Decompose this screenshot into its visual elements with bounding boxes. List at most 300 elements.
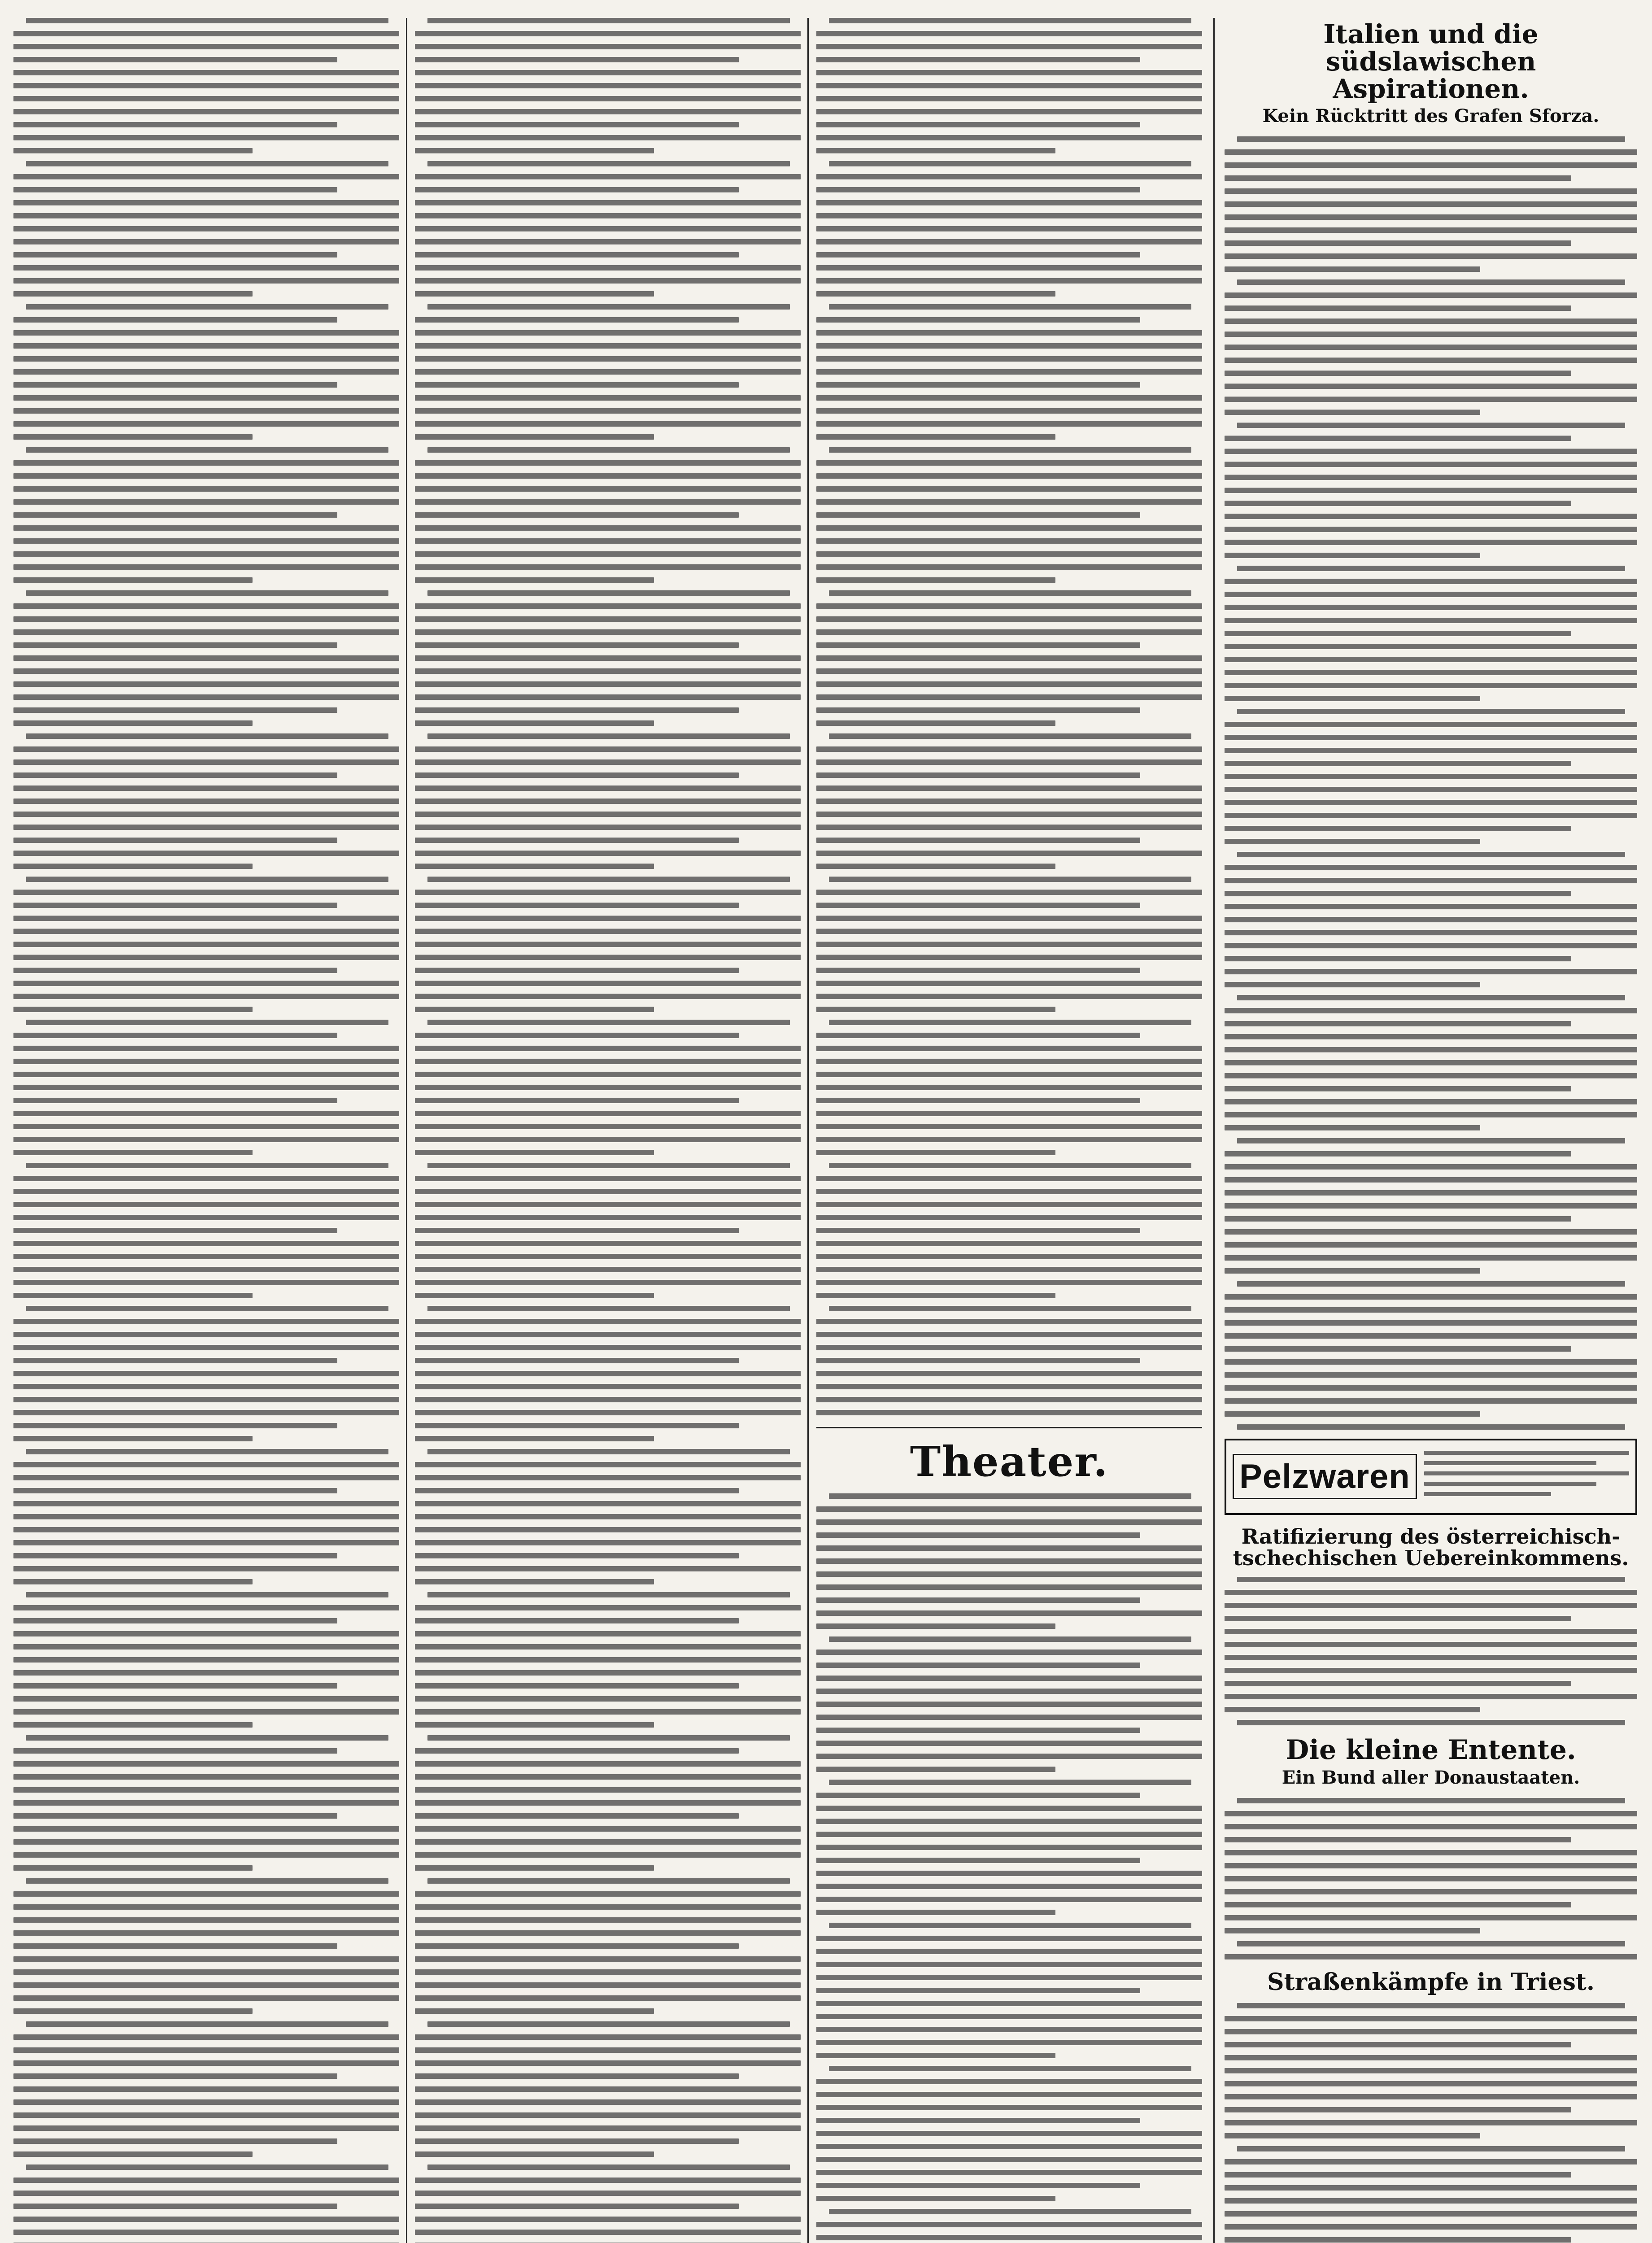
text-line [415,1540,801,1545]
text-line [415,655,801,661]
text-line [13,1644,399,1650]
text-line [13,1670,399,1676]
text-line [1225,1333,1637,1339]
text-line [13,1293,253,1298]
text-line [1225,1398,1637,1404]
text-line [415,1371,801,1376]
text-line [415,759,801,765]
text-line [1225,1359,1637,1365]
text-line [13,1332,399,1337]
text-line [1225,2094,1637,2099]
text-line [13,1137,399,1142]
text-line [1225,214,1637,220]
text-line [816,343,1202,349]
text-line [1225,1229,1637,1235]
text-line [13,1566,399,1571]
text-line [1225,2068,1637,2073]
text-line [26,1306,388,1311]
text-line [816,981,1202,986]
text-line [829,161,1191,166]
text-line [13,1241,399,1246]
text-line [415,1891,801,1897]
text-line [427,2021,790,2027]
text-line [1225,292,1637,298]
text-line [1225,1837,1571,1842]
text-line [13,356,399,362]
text-line [13,2151,253,2157]
text-line [816,785,1202,791]
text-line [816,746,1202,752]
text-line [26,18,388,23]
text-line [816,1371,1202,1376]
text-line [13,916,399,921]
text-line [816,1072,1202,1077]
text-line [13,473,399,479]
text-line [1225,826,1571,831]
text-line [816,2235,1202,2240]
text-line [415,668,801,674]
text-line [816,2131,1202,2136]
text-line [816,252,1140,257]
text-line [13,1722,253,1728]
text-line [1225,2224,1637,2230]
text-line [415,1241,801,1246]
entente-article-body [1225,1798,1637,1959]
text-line [1237,1138,1625,1143]
text-line [13,486,399,492]
text-line [816,994,1202,999]
text-line [816,1949,1202,1954]
headline-triest: Straßenkämpfe in Triest. [1267,1968,1595,1996]
text-line [13,1059,399,1064]
text-line [829,590,1191,596]
text-line [415,1501,801,1506]
text-line [415,1293,654,1298]
text-line [1225,1034,1637,1039]
text-line [13,942,399,947]
text-line [13,707,337,713]
newspaper-page [13,18,1637,2243]
text-line [1225,1707,1480,1712]
text-line [13,1839,399,1845]
text-line [13,1891,399,1897]
text-line [13,1930,399,1936]
text-line [816,1111,1202,1116]
text-line [415,70,801,75]
text-line [415,369,801,375]
text-line [415,31,801,36]
text-line [1237,995,1625,1000]
text-line [13,2099,399,2105]
text-line [816,1202,1202,1207]
text-line [13,1124,399,1129]
text-line [1225,1616,1571,1621]
text-line [816,1319,1202,1324]
text-line [816,1806,1202,1811]
text-line [816,1571,1202,1577]
italien-article-body [1225,136,1637,1430]
text-line [816,486,1202,492]
text-line [1237,279,1625,285]
text-line [816,903,1140,908]
text-line [13,213,399,218]
text-line [415,746,801,752]
text-line [1225,358,1637,363]
text-line [415,1683,739,1689]
text-line [13,577,253,583]
text-line [1225,1642,1637,1647]
text-line [1225,188,1637,194]
text-line [816,525,1202,531]
text-line [1225,1086,1571,1091]
text-line [829,1780,1191,1785]
text-line [13,564,399,570]
text-line [415,174,801,179]
fur-advertisement [1225,1439,1637,1515]
text-line [829,1163,1191,1168]
text-line [13,2112,399,2118]
text-line [415,2125,801,2131]
text-line [816,278,1202,284]
theater-heading: Theater. [910,1437,1109,1486]
text-line [13,2047,399,2053]
text-line [1225,2133,1480,2138]
text-line [13,1657,399,1663]
text-line [816,1293,1055,1298]
text-line [1225,1668,1637,1673]
text-line [415,903,739,908]
text-line [415,213,801,218]
text-line [816,421,1202,427]
text-line [13,1280,399,1285]
text-line [13,1709,399,1715]
text-line [1225,1008,1637,1013]
column-rule [807,18,809,2243]
text-line [13,772,337,778]
text-line [816,1176,1202,1181]
text-line [26,2021,388,2027]
text-line [816,812,1202,817]
text-line [816,1610,1202,1616]
text-line [816,538,1202,544]
text-line [816,239,1202,244]
text-line [816,1623,1055,1629]
text-line [26,1878,388,1884]
text-line [1225,462,1637,467]
text-line [415,96,801,101]
text-line [427,1163,790,1168]
text-line [816,1384,1202,1389]
subheadline-sforza: Kein Rücktritt des Grafen Sforza. [1262,105,1600,127]
text-line [415,330,801,336]
text-line [427,877,790,882]
text-line [415,434,654,440]
text-line [816,825,1202,830]
text-line [13,1397,399,1402]
text-line [415,1813,739,1819]
text-line [415,629,801,635]
text-line [816,1793,1140,1798]
text-line [13,1098,337,1103]
text-line [816,135,1202,140]
text-line [415,616,801,622]
text-line [427,733,790,739]
text-line [13,785,399,791]
text-line [13,1956,399,1962]
section-divider [816,1427,1202,1428]
text-line [13,1813,337,1819]
text-line [816,1267,1202,1272]
text-line [415,1319,801,1324]
text-line [816,1897,1202,1902]
text-line [816,2118,1140,2123]
text-line [13,2217,399,2222]
headline-kleine-entente: Die kleine Entente. [1286,1734,1576,1766]
text-line [816,1754,1202,1759]
text-line [1225,227,1637,233]
text-line [816,1124,1202,1129]
text-line [1225,579,1637,584]
text-line [13,2230,399,2235]
theater-article-body [816,1493,1202,2240]
text-line [415,1124,801,1129]
text-line [415,226,801,231]
text-line [13,434,253,440]
text-line [816,1332,1202,1337]
text-line [816,200,1202,205]
text-line [415,942,801,947]
text-line [13,1995,399,2001]
text-line [13,109,399,114]
text-line [816,1663,1140,1668]
text-line [816,1215,1202,1220]
text-line [415,1072,801,1077]
text-line [415,1657,801,1663]
text-line [13,759,399,765]
text-line [1225,2159,1637,2164]
text-line [816,577,1055,583]
text-line [1225,332,1637,337]
text-line [415,1748,739,1754]
text-line [415,2204,739,2209]
text-line [816,109,1202,114]
text-line [829,2066,1191,2071]
text-line [415,1462,801,1467]
text-line [1225,1112,1637,1117]
text-line [816,83,1202,88]
column-2 [415,18,801,2243]
text-line [1225,1876,1637,1881]
text-line [816,2105,1202,2110]
text-line [13,1072,399,1077]
text-line [13,551,399,557]
text-line [1225,696,1480,701]
text-line [26,877,388,882]
headline-ratifizierung: Ratifizierung des österreichisch-tschechischen Uebereinkommens. [1233,1524,1629,1570]
text-line [415,1267,801,1272]
text-line [415,291,654,297]
text-line [415,356,801,362]
text-line [415,395,801,401]
text-line [1225,1294,1637,1300]
text-line [415,1839,801,1845]
text-line [415,499,801,505]
text-line [415,1150,654,1155]
text-line [415,1956,801,1962]
text-line [13,1267,399,1272]
text-line [13,291,253,297]
text-line [13,2073,337,2079]
text-line [1237,1577,1625,1582]
text-line [415,1774,801,1780]
text-line [415,1358,739,1363]
text-line [1225,162,1637,168]
text-line [1225,253,1637,259]
text-line [427,447,790,453]
text-line [816,629,1202,635]
text-line [1225,774,1637,779]
text-line [415,512,739,518]
text-line [415,851,801,856]
text-line [13,1943,337,1949]
text-line [415,278,801,284]
text-line [816,681,1202,687]
text-line [816,1832,1202,1837]
text-line [1225,1268,1480,1274]
text-line [816,2053,1055,2058]
text-line [415,825,801,830]
text-line [415,2086,801,2092]
text-line [1225,1307,1637,1313]
text-line [829,2209,1191,2214]
text-line [816,655,1202,661]
text-line [1237,1281,1625,1287]
text-line [13,799,399,804]
text-line [816,330,1202,336]
text-line [1225,1320,1637,1326]
text-line [1225,527,1637,532]
text-line [816,1988,1140,1993]
text-line [13,1176,399,1181]
text-line [816,1358,1140,1363]
text-line [415,1228,739,1233]
text-line [816,1584,1202,1590]
text-line [13,1605,399,1610]
headline-italien: Italien und die südslawischen Aspirationen. [1323,19,1539,104]
text-line [415,1904,801,1910]
text-line [415,1215,801,1220]
text-line [13,1527,399,1532]
text-line [1225,891,1571,896]
text-line [415,1332,801,1337]
text-line [415,1384,801,1389]
text-line [415,1111,801,1116]
text-line [13,825,399,830]
text-line [816,1532,1140,1538]
text-line [13,603,399,609]
text-line [816,70,1202,75]
text-line [816,369,1202,375]
text-line [816,2014,1202,2019]
text-line [1225,982,1480,987]
text-line [415,1098,739,1103]
text-line [415,551,801,557]
text-line [415,343,801,349]
text-line [816,473,1202,479]
text-line [13,955,399,960]
text-line [1225,305,1571,311]
text-line [1237,136,1625,142]
column-rule [1213,18,1215,2243]
text-line [415,408,801,414]
text-line [13,70,399,75]
text-line [415,1514,801,1519]
text-line [415,1709,801,1715]
text-line [1225,436,1571,441]
text-line [13,694,399,700]
text-line [1225,1164,1637,1170]
text-line [1225,1811,1637,1816]
text-line [1225,813,1637,818]
text-line [816,1545,1202,1551]
text-line [415,265,801,271]
text-line [13,1787,399,1793]
text-line [13,1046,399,1051]
text-line [415,2008,654,2014]
text-line [415,772,739,778]
text-line [415,1046,801,1051]
text-line [13,1826,399,1832]
text-line [1225,1047,1637,1052]
text-line [13,538,399,544]
text-line [1225,149,1637,155]
text-line [1225,2042,1571,2047]
text-line [427,590,790,596]
subheadline-donaustaaten: Ein Bund aller Donaustaaten. [1281,1767,1580,1789]
text-line [1225,1216,1571,1222]
text-line [415,838,739,843]
text-line [816,2170,1202,2175]
text-line [816,799,1202,804]
text-line [13,1969,399,1975]
text-line [816,1676,1202,1681]
text-line [816,2079,1202,2084]
text-line [13,812,399,817]
text-line [816,1280,1202,1285]
text-line [1225,683,1637,688]
text-line [13,148,253,153]
text-line [415,148,654,153]
text-line [816,1845,1202,1850]
text-line [1225,2107,1571,2112]
text-line [1225,1902,1571,1907]
text-line [1225,1954,1637,1959]
text-line [26,1592,388,1597]
text-line [1225,1190,1637,1196]
text-line [1225,943,1637,948]
text-line [829,1493,1191,1499]
text-line [13,2060,399,2066]
text-line [1225,2055,1637,2060]
text-line [415,799,801,804]
text-line [1225,201,1637,207]
text-line [816,174,1202,179]
column-3 [816,18,1202,2243]
text-line [13,1085,399,1090]
text-line [13,1501,399,1506]
text-line [1237,423,1625,428]
text-line [13,1462,399,1467]
